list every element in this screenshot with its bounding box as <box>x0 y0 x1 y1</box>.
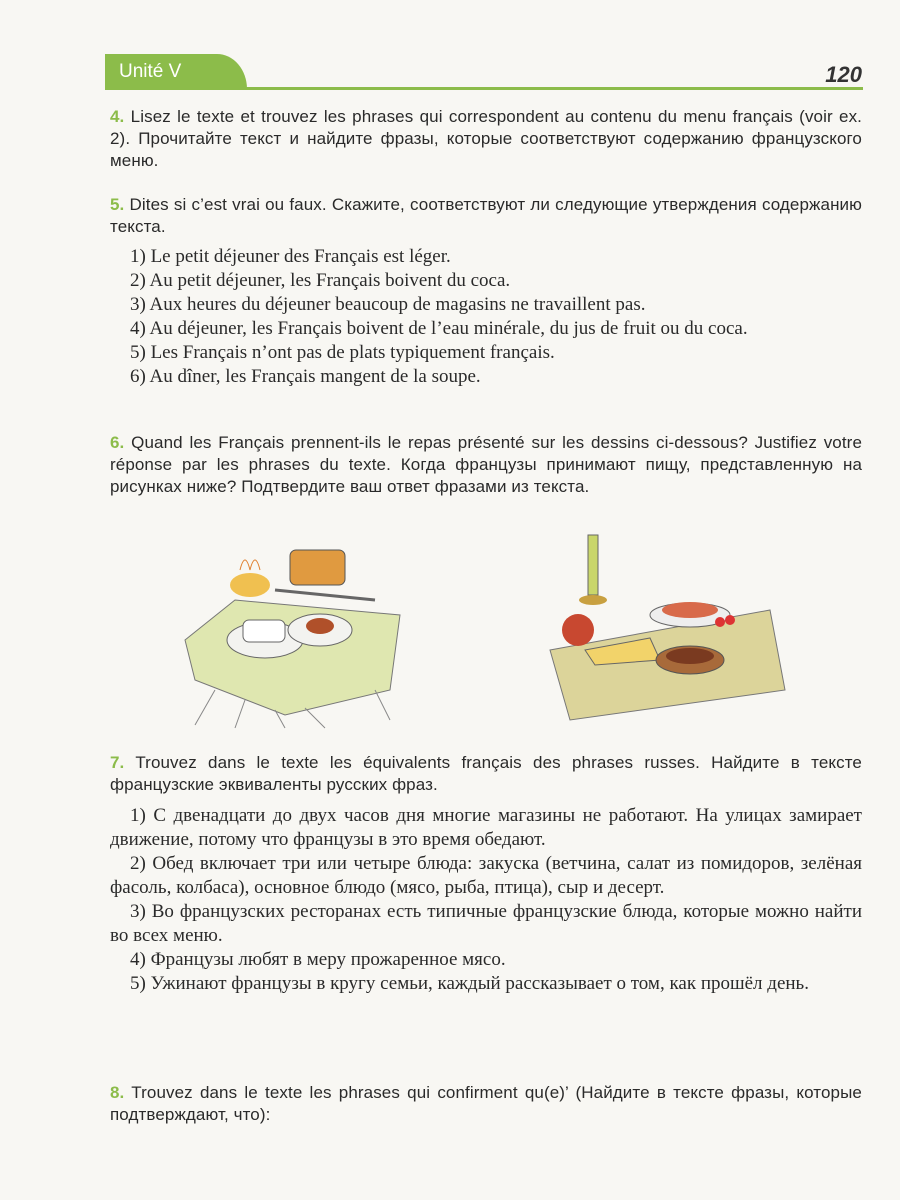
breakfast-illustration <box>175 530 415 730</box>
unit-tab <box>105 54 247 89</box>
list-item: 1) Le petit déjeuner des Français est léger. <box>130 246 451 267</box>
list-item: 1) С двенадцати до двух часов дня многие магазины не работают. На улицах замирает движение, потому что французы в это время обедают. <box>110 805 862 850</box>
list-item: 3) Aux heures du déjeuner beaucoup de magasins ne travaillent pas. <box>130 294 646 315</box>
exercise-4 <box>110 106 862 172</box>
exercise-7-list <box>110 804 862 996</box>
exercise-number: 8. <box>110 1083 125 1102</box>
unit-label: Unité V <box>119 61 182 82</box>
exercise-7 <box>110 752 862 796</box>
list-item: 4) Au déjeuner, les Français boivent de l’eau minérale, du jus de fruit ou du coca. <box>130 318 748 339</box>
exercise-text: Trouvez dans le texte les phrases qui confirment qu(e)’ (Найдите в тексте фразы, которые подтверждают, что): <box>110 1083 862 1124</box>
list-item: 2) Au petit déjeuner, les Français boivent du coca. <box>130 270 511 291</box>
list-item: 3) Во французских ресторанах есть типичные французские блюда, которые можно найти во всех меню. <box>110 901 862 946</box>
exercise-6 <box>110 432 862 498</box>
dinner-illustration <box>540 530 790 730</box>
list-item: 4) Французы любят в меру прожаренное мясо. <box>130 949 506 970</box>
exercise-number: 7. <box>110 753 125 772</box>
exercise-8 <box>110 1082 862 1126</box>
header-rule <box>105 87 863 90</box>
exercise-5 <box>110 194 862 238</box>
exercise-number: 6. <box>110 433 125 452</box>
list-item: 6) Au dîner, les Français mangent de la soupe. <box>130 366 481 387</box>
exercise-5-list <box>110 245 862 389</box>
list-item: 2) Обед включает три или четыре блюда: закуска (ветчина, салат из помидоров, зелёная фасоль, колбаса), основное блюдо (мясо, рыба, птица), сыр и десерт. <box>110 853 862 898</box>
list-item: 5) Les Français n’ont pas de plats typiquement français. <box>130 342 555 363</box>
exercise-text: Dites si c’est vrai ou faux. Скажите, соответствуют ли следующие утверждения содержанию текста. <box>110 195 863 236</box>
exercise-text: Trouvez dans le texte les équivalents français des phrases russes. Найдите в тексте французские эквиваленты русских фраз. <box>110 753 862 794</box>
exercise-text: Quand les Français prennent-ils le repas présenté sur les dessins ci-dessous? Justifiez votre réponse par les phrases du texte. Когда французы принимают пищу, представленную на рисунках ниже? Подтвердите ваш ответ фразами из текста. <box>110 433 862 496</box>
list-item: 5) Ужинают французы в кругу семьи, каждый рассказывает о том, как прошёл день. <box>130 973 809 994</box>
exercise-text: Lisez le texte et trouvez les phrases qui correspondent au contenu du menu français (voir ex. 2). Прочитайте текст и найдите фразы, которые соответствуют содержанию французского меню. <box>110 107 862 170</box>
page-number: 120 <box>825 62 862 87</box>
exercise-number: 4. <box>110 107 125 126</box>
exercise-number: 5. <box>110 195 125 214</box>
